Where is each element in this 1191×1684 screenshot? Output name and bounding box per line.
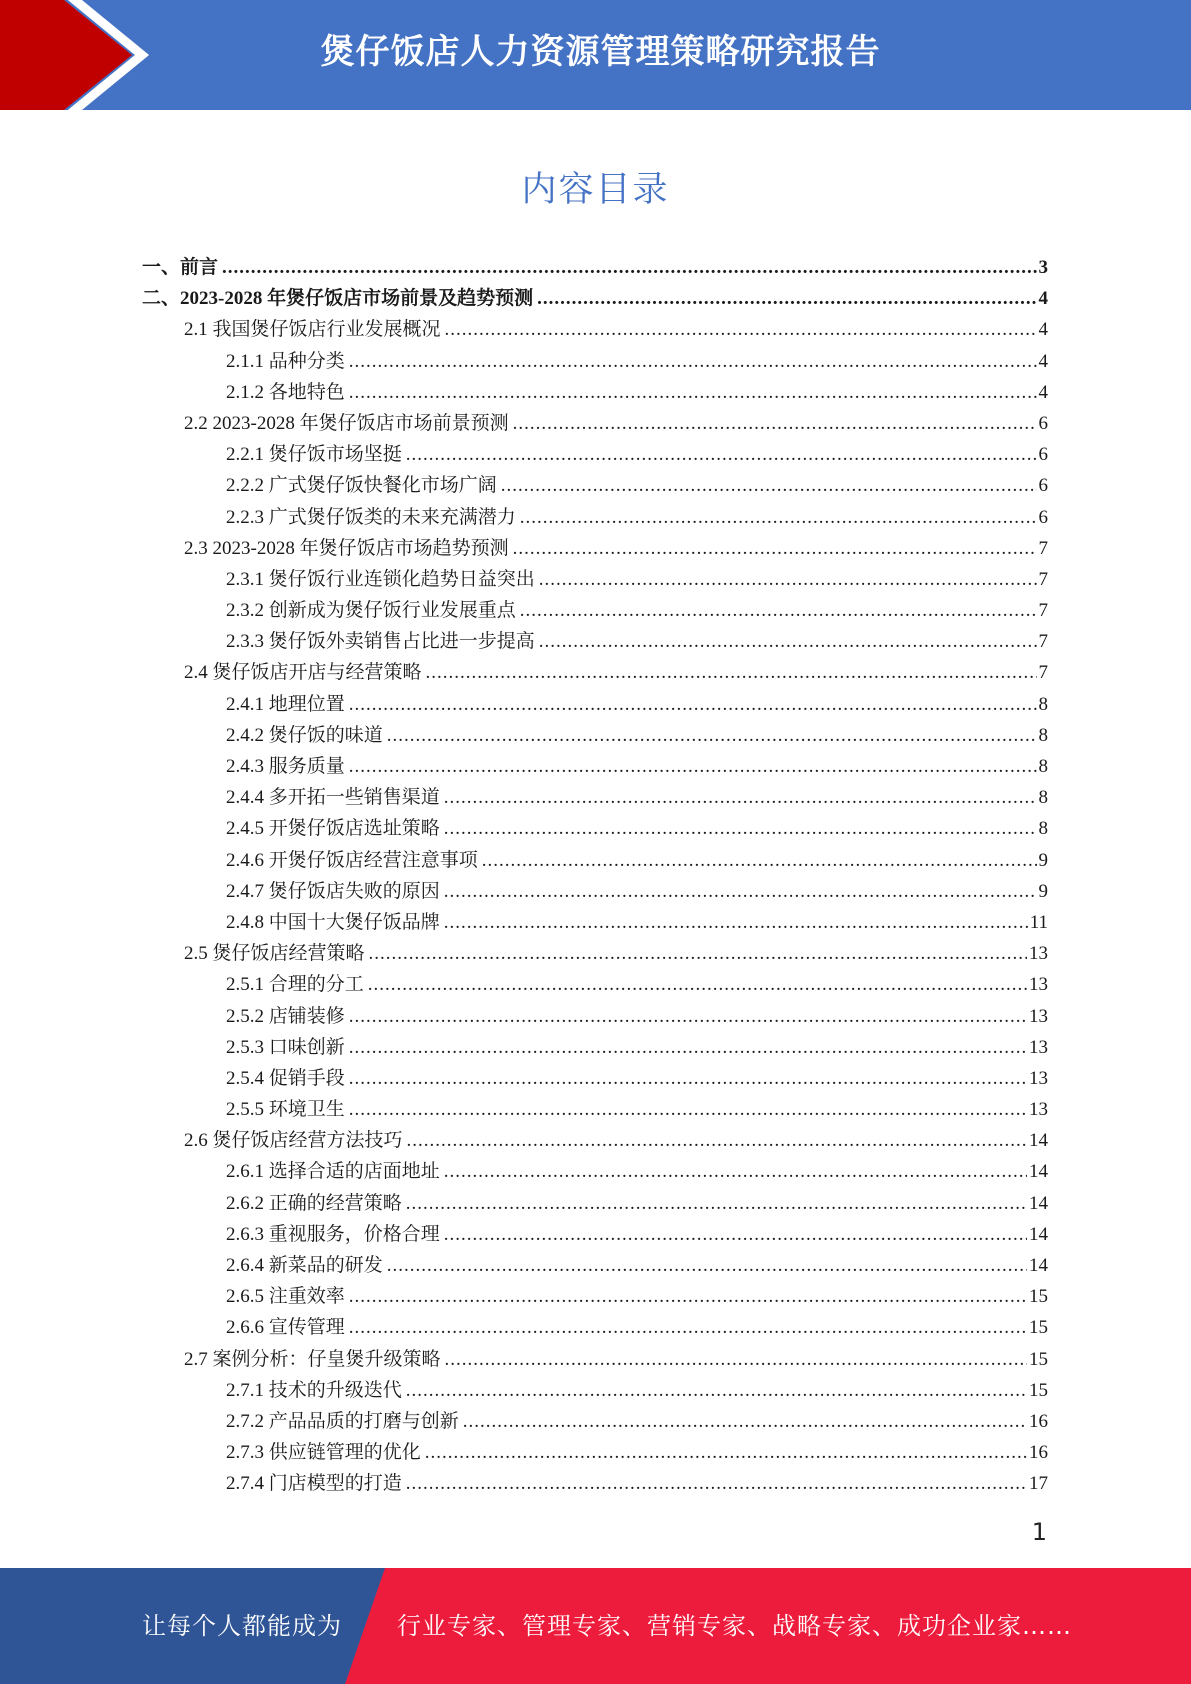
- page-number: 1: [1031, 1518, 1047, 1546]
- toc-entry[interactable]: [142, 845, 1048, 876]
- toc-entry-title: 2.5.1 合理的分工: [226, 974, 364, 996]
- toc-entry-title: 2.7.2 产品品质的打磨与创新: [226, 1410, 459, 1432]
- toc-leader-dots: [369, 943, 1027, 965]
- toc-entry-page: 8: [1038, 756, 1048, 777]
- toc-entry[interactable]: [142, 1063, 1048, 1094]
- toc-leader-dots: [349, 1286, 1027, 1308]
- toc-entry[interactable]: [142, 813, 1048, 844]
- toc-entry-page: 4: [1038, 350, 1048, 372]
- toc-entry-page: 8: [1038, 724, 1048, 746]
- toc-entry-page: 6: [1038, 412, 1048, 434]
- toc-entry-page: 13: [1029, 974, 1048, 996]
- footer-slogan-right: 行业专家、管理专家、营销专家、战略专家、成功企业家……: [397, 1612, 1072, 1640]
- toc-leader-dots: [501, 475, 1037, 497]
- toc-entry-page: 16: [1029, 1410, 1048, 1432]
- toc-leader-dots: [387, 725, 1037, 747]
- toc-entry-page: 14: [1029, 1223, 1048, 1245]
- toc-entry-page: 6: [1038, 444, 1048, 466]
- toc-entry-page: 14: [1029, 1255, 1048, 1276]
- toc-entry-page: 15: [1029, 1379, 1048, 1401]
- toc-entry-title: 2.4.6 开煲仔饭店经营注意事项: [226, 849, 478, 871]
- toc-entry-page: 14: [1029, 1192, 1048, 1214]
- toc-leader-dots: [406, 1193, 1027, 1215]
- toc-entry-title: 2.4.1 地理位置: [226, 693, 345, 715]
- toc-leader-dots: [444, 881, 1037, 903]
- toc-entry-page: 8: [1038, 693, 1048, 715]
- toc-entry[interactable]: [142, 1188, 1048, 1219]
- toc-entry[interactable]: [142, 564, 1048, 595]
- toc-entry-title: 2.6.4 新菜品的研发: [226, 1255, 383, 1276]
- toc-entry-title: 2.4.4 多开拓一些销售渠道: [226, 787, 440, 809]
- toc-entry-page: 13: [1029, 1005, 1048, 1027]
- toc-leader-dots: [539, 631, 1037, 653]
- toc-entry[interactable]: [142, 1468, 1048, 1499]
- toc-entry-page: 8: [1038, 787, 1048, 809]
- footer-banner: [0, 1568, 1191, 1684]
- toc-entry-title: 2.7.4 门店模型的打造: [226, 1473, 402, 1495]
- toc-leader-dots: [349, 1037, 1027, 1059]
- toc-entry-title: 2.5.3 口味创新: [226, 1036, 345, 1058]
- toc-leader-dots: [349, 382, 1037, 404]
- toc-entry-title: 2.6 煲仔饭店经营方法技巧: [184, 1130, 403, 1152]
- toc-entry[interactable]: [142, 1281, 1048, 1312]
- report-title: 煲仔饭店人力资源管理策略研究报告: [320, 32, 881, 72]
- toc-entry-title: 2.3.2 创新成为煲仔饭行业发展重点: [226, 600, 516, 622]
- toc-entry-title: 2.2.1 煲仔饭市场坚挺: [226, 444, 402, 466]
- header-banner: [0, 0, 1191, 110]
- toc-entry-title: 2.4 煲仔饭店开店与经营策略: [184, 662, 422, 684]
- toc-entry[interactable]: [142, 1250, 1048, 1281]
- toc-entry-page: 7: [1038, 568, 1048, 590]
- toc-entry-title: 2.6.6 宣传管理: [226, 1317, 345, 1339]
- toc-entry-title: 2.6.1 选择合适的店面地址: [226, 1161, 440, 1183]
- toc-entry[interactable]: [142, 1032, 1048, 1063]
- toc-leader-dots: [463, 1411, 1027, 1433]
- toc-leader-dots: [349, 1317, 1027, 1339]
- toc-entry-title: 2.5.2 店铺装修: [226, 1005, 345, 1027]
- toc-leader-dots: [222, 257, 1036, 279]
- toc-entry[interactable]: [142, 533, 1048, 564]
- toc-entry-page: 16: [1029, 1442, 1048, 1464]
- toc-entry[interactable]: [142, 907, 1048, 938]
- toc-entry[interactable]: [142, 969, 1048, 1000]
- toc-entry-title: 2.4.5 开煲仔饭店选址策略: [226, 818, 440, 840]
- toc-entry[interactable]: [142, 408, 1048, 439]
- toc-entry-page: 4: [1038, 381, 1048, 403]
- toc-leader-dots: [444, 818, 1037, 840]
- toc-heading: 内容目录: [521, 170, 670, 210]
- toc-entry[interactable]: [142, 1375, 1048, 1406]
- toc-entry-title: 2.2.3 广式煲仔饭类的未来充满潜力: [226, 506, 516, 528]
- toc-entry-title: 2.3 2023-2028 年煲仔饭店市场趋势预测: [184, 537, 509, 559]
- toc-leader-dots: [537, 288, 1036, 310]
- toc-leader-dots: [349, 1068, 1027, 1090]
- toc-leader-dots: [520, 507, 1037, 529]
- toc-entry-page: 7: [1038, 537, 1048, 559]
- toc-entry-title: 2.7.1 技术的升级迭代: [226, 1379, 402, 1401]
- toc-entry-title: 2.6.2 正确的经营策略: [226, 1192, 402, 1214]
- toc-entry-page: 6: [1038, 506, 1048, 528]
- toc-entry-page: 7: [1038, 631, 1048, 653]
- toc-entry[interactable]: [142, 314, 1048, 345]
- toc-entry-title: 2.4.3 服务质量: [226, 756, 345, 777]
- toc-entry-page: 6: [1038, 475, 1048, 497]
- toc-entry[interactable]: [142, 1406, 1048, 1437]
- toc-leader-dots: [349, 694, 1037, 716]
- toc-entry-title: 2.7.3 供应链管理的优化: [226, 1442, 421, 1464]
- toc-leader-dots: [349, 756, 1037, 778]
- toc-entry-page: 15: [1029, 1286, 1048, 1308]
- toc-leader-dots: [426, 662, 1037, 684]
- toc-leader-dots: [444, 787, 1037, 809]
- toc-entry-page: 4: [1038, 288, 1048, 310]
- toc-leader-dots: [444, 912, 1028, 934]
- toc-leader-dots: [513, 413, 1037, 435]
- toc-entry-page: 11: [1029, 911, 1048, 933]
- toc-entry-page: 13: [1029, 1067, 1048, 1089]
- toc-entry[interactable]: [142, 782, 1048, 813]
- toc-entry-title: 2.3.3 煲仔饭外卖销售占比进一步提高: [226, 631, 535, 653]
- toc-leader-dots: [445, 319, 1037, 341]
- toc-entry[interactable]: [142, 938, 1048, 969]
- footer-slogan-left: 让每个人都能成为: [142, 1612, 342, 1640]
- toc-entry-page: 9: [1038, 880, 1048, 902]
- toc-entry[interactable]: [142, 346, 1048, 377]
- toc-entry-title: 二、2023-2028 年煲仔饭店市场前景及趋势预测: [142, 288, 534, 310]
- toc-entry-title: 2.2.2 广式煲仔饭快餐化市场广阔: [226, 475, 497, 497]
- toc-entry-page: 13: [1029, 1036, 1048, 1058]
- toc-entry[interactable]: [142, 1437, 1048, 1468]
- toc-entry-page: 3: [1038, 257, 1048, 278]
- toc-entry[interactable]: [142, 1344, 1048, 1375]
- toc-entry[interactable]: [142, 1312, 1048, 1343]
- toc-entry[interactable]: [142, 283, 1048, 314]
- toc-entry[interactable]: [142, 377, 1048, 408]
- toc-leader-dots: [482, 850, 1037, 872]
- toc-entry-title: 2.5 煲仔饭店经营策略: [184, 943, 365, 965]
- toc-leader-dots: [406, 1380, 1027, 1402]
- toc-leader-dots: [445, 1349, 1027, 1371]
- toc-entry[interactable]: [142, 252, 1048, 283]
- toc-entry[interactable]: [142, 1219, 1048, 1250]
- toc-entry[interactable]: [142, 657, 1048, 688]
- toc-entry[interactable]: [142, 595, 1048, 626]
- toc-leader-dots: [539, 569, 1037, 591]
- toc-entry[interactable]: [142, 470, 1048, 501]
- toc-entry[interactable]: [142, 720, 1048, 751]
- toc-entry-page: 17: [1029, 1473, 1048, 1495]
- toc-entry[interactable]: [142, 1156, 1048, 1187]
- toc-leader-dots: [444, 1161, 1027, 1183]
- toc-entry-page: 15: [1029, 1317, 1048, 1339]
- toc-entry-page: 13: [1029, 943, 1048, 965]
- toc-entry-title: 2.2 2023-2028 年煲仔饭店市场前景预测: [184, 412, 509, 434]
- toc-entry[interactable]: [142, 1001, 1048, 1032]
- toc-leader-dots: [349, 351, 1037, 373]
- toc-entry-title: 2.6.5 注重效率: [226, 1286, 345, 1308]
- toc-entry-page: 15: [1029, 1348, 1048, 1370]
- toc-entry-page: 14: [1029, 1130, 1048, 1152]
- toc-entry-page: 9: [1038, 849, 1048, 871]
- toc-entry-page: 8: [1038, 818, 1048, 840]
- toc-entry-title: 2.4.8 中国十大煲仔饭品牌: [226, 911, 440, 933]
- toc-leader-dots: [520, 600, 1037, 622]
- toc-leader-dots: [444, 1224, 1027, 1246]
- toc-entry-title: 2.3.1 煲仔饭行业连锁化趋势日益突出: [226, 568, 535, 590]
- toc-leader-dots: [387, 1255, 1027, 1277]
- toc-entry-title: 2.1 我国煲仔饭店行业发展概况: [184, 319, 441, 341]
- toc-entry-page: 7: [1038, 662, 1048, 684]
- toc-entry-title: 2.5.4 促销手段: [226, 1067, 345, 1089]
- toc-entry-title: 2.6.3 重视服务，价格合理: [226, 1223, 440, 1245]
- toc-entry-title: 2.7 案例分析：仔皇煲升级策略: [184, 1348, 441, 1370]
- toc-entry-page: 7: [1038, 600, 1048, 622]
- toc-entry[interactable]: [142, 689, 1048, 720]
- toc-leader-dots: [349, 1099, 1027, 1121]
- toc-leader-dots: [406, 444, 1037, 466]
- toc-entry-title: 2.1.2 各地特色: [226, 381, 345, 403]
- toc-leader-dots: [349, 1006, 1027, 1028]
- toc-entry-page: 4: [1038, 319, 1048, 341]
- toc-entry[interactable]: [142, 876, 1048, 907]
- toc-leader-dots: [513, 538, 1037, 560]
- toc-entry-title: 2.1.1 品种分类: [226, 350, 345, 372]
- toc-entry[interactable]: [142, 439, 1048, 470]
- toc-entry-title: 2.5.5 环境卫生: [226, 1099, 345, 1121]
- toc-entry[interactable]: [142, 751, 1048, 782]
- toc-entry-title: 一、前言: [142, 257, 219, 278]
- toc-entry-title: 2.4.2 煲仔饭的味道: [226, 724, 383, 746]
- toc-leader-dots: [425, 1442, 1027, 1464]
- toc-entry[interactable]: [142, 1125, 1048, 1156]
- toc-entry[interactable]: [142, 1094, 1048, 1125]
- toc-entry[interactable]: [142, 626, 1048, 657]
- toc-entry-title: 2.4.7 煲仔饭店失败的原因: [226, 880, 440, 902]
- table-of-contents: [142, 252, 1048, 1500]
- toc-leader-dots: [407, 1130, 1027, 1152]
- toc-leader-dots: [406, 1473, 1027, 1495]
- toc-entry-page: 14: [1029, 1161, 1048, 1183]
- toc-entry[interactable]: [142, 502, 1048, 533]
- toc-leader-dots: [368, 974, 1027, 996]
- toc-entry-page: 13: [1029, 1099, 1048, 1121]
